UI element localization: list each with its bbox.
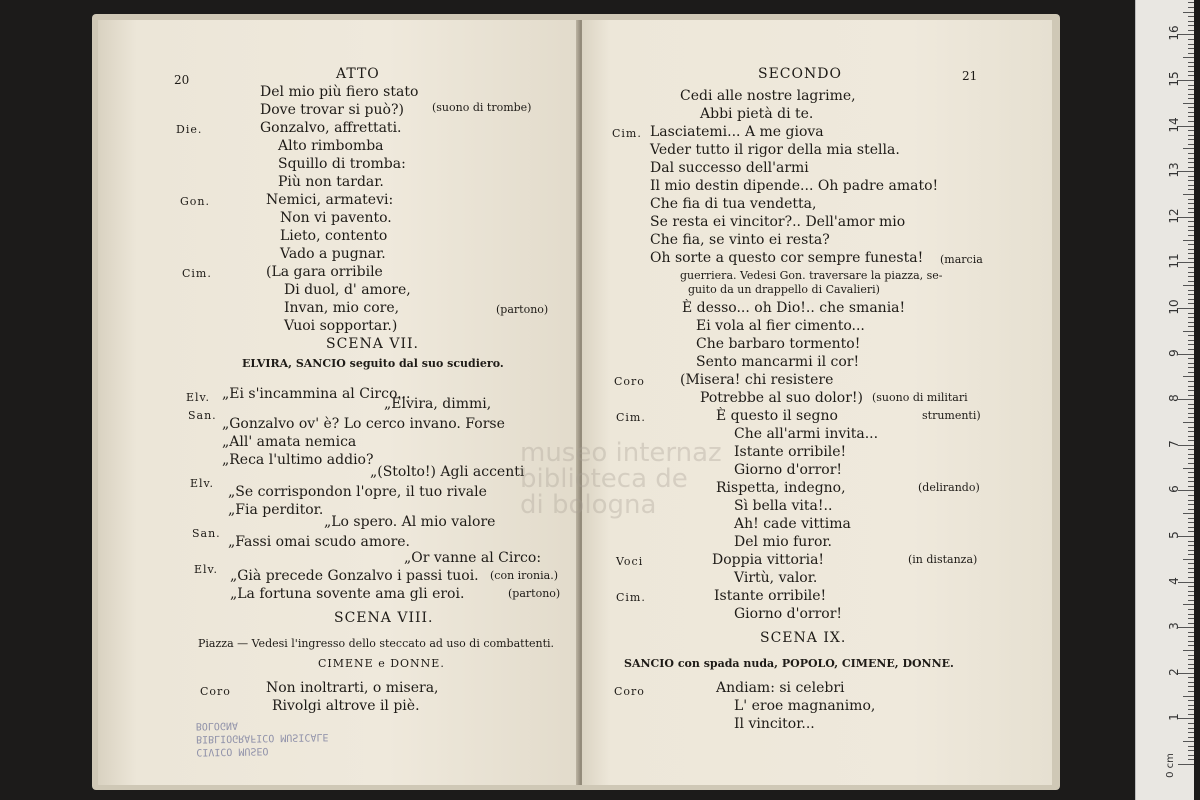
ruler-tick (1188, 504, 1194, 505)
verse-line: Non inoltrarti, o misera, (266, 680, 439, 696)
verse-line: „Fassi omai scudo amore. (228, 534, 410, 550)
verse-line: Lieto, contento (280, 228, 388, 244)
ruler-number: 1 (1167, 713, 1181, 722)
ruler-tick (1188, 682, 1194, 683)
ruler-tick (1188, 62, 1194, 63)
ruler-tick (1183, 194, 1194, 195)
ruler-tick (1188, 322, 1194, 323)
ruler-tick (1188, 226, 1194, 227)
ruler-tick (1188, 417, 1194, 418)
stamp-line: BOLOGNA (195, 719, 239, 732)
ruler-tick (1188, 705, 1194, 706)
ruler-tick (1188, 162, 1194, 163)
ruler-tick (1188, 130, 1194, 131)
ruler-number: 11 (1167, 253, 1181, 270)
ruler-number: 5 (1167, 531, 1181, 539)
ruler-tick (1188, 267, 1194, 268)
ruler-tick (1188, 395, 1194, 396)
ruler-tick (1188, 75, 1194, 76)
ruler-tick (1188, 413, 1194, 414)
verse-line: Rivolgi altrove il piè. (272, 698, 420, 714)
verse-line: Non vi pavento. (280, 210, 392, 226)
ruler-tick (1188, 107, 1194, 108)
stage-direction: (suono di trombe) (432, 101, 532, 114)
speaker: Cim. (612, 127, 642, 140)
verse-line: „Or vanne al Circo: (404, 550, 542, 566)
ruler-tick (1188, 440, 1194, 441)
ruler-tick (1183, 57, 1194, 58)
ruler-tick (1183, 604, 1194, 605)
ruler-tick (1188, 728, 1194, 729)
ruler-tick (1188, 144, 1194, 145)
ruler-tick (1188, 541, 1194, 542)
ruler-tick (1188, 759, 1194, 760)
ruler-tick (1188, 645, 1194, 646)
ruler-tick (1188, 158, 1194, 159)
verse-line: Veder tutto il rigor della mia stella. (650, 142, 900, 158)
ruler-tick (1188, 199, 1194, 200)
ruler-tick (1188, 121, 1194, 122)
verse-line: È questo il segno (716, 408, 838, 424)
ruler-tick (1188, 212, 1194, 213)
ruler-tick (1188, 167, 1194, 168)
ruler-tick (1188, 618, 1194, 619)
stage-direction: guerriera. Vedesi Gon. traversare la piazza, se- (680, 269, 943, 282)
ruler-tick (1188, 317, 1194, 318)
ruler-tick (1188, 203, 1194, 204)
ruler-tick (1188, 176, 1194, 177)
ruler-tick (1188, 249, 1194, 250)
speaker: Elv. (190, 477, 214, 490)
page-number: 20 (174, 73, 190, 87)
ruler-number: 16 (1167, 25, 1181, 42)
ruler-number: 7 (1167, 439, 1181, 448)
ruler-tick (1188, 258, 1194, 259)
ruler-tick (1188, 746, 1194, 747)
ruler-tick (1188, 189, 1194, 190)
speaker: San. (188, 409, 217, 422)
ruler-tick (1188, 655, 1194, 656)
ruler-tick (1188, 408, 1194, 409)
ruler-tick (1188, 686, 1194, 687)
watermark-line: museo internaz (520, 438, 722, 468)
ruler-tick (1183, 650, 1194, 651)
ruler-tick (1188, 449, 1194, 450)
ruler-tick (1188, 691, 1194, 692)
stage-direction: (partono) (496, 303, 549, 316)
ruler-number: 14 (1167, 116, 1181, 133)
verse-line: Cedi alle nostre lagrime, (680, 88, 856, 104)
ruler-tick (1188, 335, 1194, 336)
verse-line: Invan, mio core, (284, 300, 400, 316)
ruler-tick (1188, 600, 1194, 601)
ruler-tick (1188, 750, 1194, 751)
ruler-tick (1188, 550, 1194, 551)
verse-line: Giorno d'orror! (734, 462, 843, 478)
scene-title: SCENA VIII. (334, 610, 434, 626)
ruler-tick (1188, 112, 1194, 113)
ruler-tick (1188, 2, 1194, 3)
ruler-tick (1188, 381, 1194, 382)
verse-line: Virtù, valor. (734, 570, 818, 586)
scene-cast: CIMENE e DONNE. (318, 657, 445, 670)
ruler-tick (1188, 390, 1194, 391)
watermark-line: biblioteca de (520, 464, 688, 494)
verse-line: Dal successo dell'armi (650, 160, 809, 176)
scene-title: SCENA VII. (326, 336, 419, 352)
ruler-tick (1188, 700, 1194, 701)
verse-line: „Ei s'incammina al Circo... (222, 386, 411, 402)
ruler-tick (1188, 591, 1194, 592)
ruler-tick (1188, 221, 1194, 222)
verse-line: Ei vola al fier cimento... (696, 318, 865, 334)
ruler-tick (1188, 427, 1194, 428)
ruler-tick (1188, 180, 1194, 181)
ruler-tick (1188, 326, 1194, 327)
speaker: Elv. (186, 391, 210, 404)
ruler-number: 3 (1167, 622, 1181, 631)
ruler-tick (1188, 372, 1194, 373)
stage-direction: (in distanza) (908, 553, 978, 566)
ruler-tick (1188, 614, 1194, 615)
verse-line: (La gara orribile (266, 264, 383, 280)
verse-line: Che fia di tua vendetta, (650, 196, 817, 212)
ruler-tick (1188, 641, 1194, 642)
ruler-tick (1188, 732, 1194, 733)
stage-direction: strumenti) (922, 409, 981, 422)
ruler-tick (1188, 299, 1194, 300)
ruler-tick (1188, 281, 1194, 282)
page-number: 21 (962, 69, 978, 83)
ruler-tick (1188, 21, 1194, 22)
verse-line: Alto rimbomba (278, 138, 384, 154)
ruler-tick (1188, 714, 1194, 715)
scene-cast: SANCIO con spada nuda, POPOLO, CIMENE, DONNE. (624, 657, 954, 670)
ruler-tick (1188, 340, 1194, 341)
ruler-tick (1188, 531, 1194, 532)
ruler-tick (1188, 554, 1194, 555)
ruler-tick (1188, 349, 1194, 350)
ruler-tick (1188, 659, 1194, 660)
ruler-tick (1188, 235, 1194, 236)
ruler-number: 8 (1167, 394, 1181, 403)
ruler-tick (1188, 85, 1194, 86)
ruler-tick (1183, 513, 1194, 514)
speaker: Gon. (180, 195, 210, 208)
scene-setting: Piazza — Vedesi l'ingresso dello steccato ad uso di combattenti. (198, 637, 555, 650)
ruler-tick (1188, 25, 1194, 26)
running-head: SECONDO (758, 66, 842, 82)
ruler-number: 10 (1167, 299, 1181, 315)
verse-line: È desso... oh Dio!.. che smania! (682, 300, 906, 316)
ruler-tick (1183, 376, 1194, 377)
ruler-number: 15 (1167, 71, 1181, 87)
ruler-tick (1188, 755, 1194, 756)
ruler-tick (1188, 44, 1194, 45)
verse-line: „La fortuna sovente ama gli eroi. (230, 586, 465, 602)
speaker: San. (192, 527, 221, 540)
verse-line: L' eroe magnanimo, (734, 698, 876, 714)
ruler-tick (1183, 331, 1194, 332)
ruler-tick (1188, 595, 1194, 596)
verse-line: Del mio più fiero stato (260, 84, 419, 100)
ruler-tick (1188, 495, 1194, 496)
verse-line: Sì bella vita!.. (734, 498, 833, 514)
ruler-tick (1188, 518, 1194, 519)
ruler-tick (1183, 12, 1194, 13)
ruler-tick (1188, 367, 1194, 368)
verse-line: (Misera! chi resistere (680, 372, 834, 388)
ruler-tick (1188, 276, 1194, 277)
verse-line: Che fia, se vinto ei resta? (650, 232, 830, 248)
ruler-tick (1183, 148, 1194, 149)
ruler-unit: 0 cm (1164, 753, 1176, 778)
verse-line: Squillo di tromba: (278, 156, 406, 172)
ruler-tick (1188, 244, 1194, 245)
ruler-tick (1188, 527, 1194, 528)
ruler-tick (1188, 89, 1194, 90)
verse-line: „Gonzalvo ov' è? Lo cerco invano. Forse (222, 416, 505, 432)
ruler-tick (1188, 723, 1194, 724)
ruler-tick (1183, 240, 1194, 241)
ruler-tick (1188, 677, 1194, 678)
verse-line: Gonzalvo, affrettati. (260, 120, 402, 136)
ruler-tick (1188, 253, 1194, 254)
verse-line: Che barbaro tormento! (696, 336, 861, 352)
ruler-tick (1188, 272, 1194, 273)
verse-line: Doppia vittoria! (712, 552, 825, 568)
left-page (98, 20, 580, 785)
stamp-line: BIBLIOGRAFICO MUSICALE (195, 730, 329, 745)
ruler-tick (1183, 559, 1194, 560)
ruler-tick (1188, 98, 1194, 99)
verse-line: Ah! cade vittima (734, 516, 851, 532)
verse-line: Se resta ei vincitor?.. Dell'amor mio (650, 214, 906, 230)
speaker: Cim. (616, 591, 646, 604)
ruler-tick (1188, 363, 1194, 364)
ruler-tick (1188, 30, 1194, 31)
ruler-tick (1183, 103, 1194, 104)
running-head: ATTO (336, 66, 380, 82)
ruler-tick (1188, 463, 1194, 464)
verse-line: Di duol, d' amore, (284, 282, 411, 298)
ruler-tick (1188, 290, 1194, 291)
verse-line: „All' amata nemica (222, 434, 357, 450)
verse-line: „(Stolto!) Agli accenti (370, 464, 525, 480)
ruler-tick (1188, 358, 1194, 359)
verse-line: Istante orribile! (714, 588, 827, 604)
verse-line: „Reca l'ultimo addio? (222, 452, 374, 468)
verse-line: Potrebbe al suo dolor!) (700, 390, 863, 406)
verse-line: Rispetta, indegno, (716, 480, 846, 496)
ruler-tick (1188, 303, 1194, 304)
verse-line: Il mio destin dipende... Oh padre amato! (650, 178, 939, 194)
ruler-tick (1188, 153, 1194, 154)
ruler-tick (1188, 7, 1194, 8)
stage-direction: (marcia (940, 253, 983, 266)
verse-line: Vado a pugnar. (280, 246, 386, 262)
ruler-tick (1188, 436, 1194, 437)
ruler-tick (1188, 185, 1194, 186)
measuring-ruler (1135, 0, 1194, 800)
ruler-tick (1188, 71, 1194, 72)
ruler-tick (1188, 431, 1194, 432)
ruler-tick (1183, 696, 1194, 697)
watermark-line: di bologna (520, 490, 657, 520)
ruler-tick (1188, 509, 1194, 510)
speaker: Voci (616, 555, 644, 568)
ruler-tick (1188, 53, 1194, 54)
stage-direction: guito da un drappello di Cavalieri) (688, 283, 880, 296)
ruler-tick (1183, 741, 1194, 742)
ruler-tick (1188, 116, 1194, 117)
ruler-tick (1178, 764, 1194, 765)
ruler-tick (1188, 294, 1194, 295)
stage-direction: (partono) (508, 587, 561, 600)
verse-line: Andiam: si celebri (716, 680, 845, 696)
ruler-tick (1188, 623, 1194, 624)
speaker: Coro (614, 375, 645, 388)
verse-line: Giorno d'orror! (734, 606, 843, 622)
ruler-tick (1188, 135, 1194, 136)
verse-line: Del mio furor. (734, 534, 832, 550)
ruler-tick (1188, 664, 1194, 665)
verse-line: „Se corrispondon l'opre, il tuo rivale (228, 484, 487, 500)
ruler-number: 13 (1167, 162, 1181, 178)
ruler-tick (1188, 486, 1194, 487)
ruler-tick (1183, 422, 1194, 423)
ruler-number: 12 (1167, 208, 1181, 224)
verse-line: Che all'armi invita... (734, 426, 879, 442)
speaker: Cim. (182, 267, 212, 280)
ruler-number: 9 (1167, 348, 1181, 357)
verse-line: „Già precede Gonzalvo i passi tuoi. (230, 568, 479, 584)
ruler-tick (1188, 522, 1194, 523)
verse-line: Più non tardar. (278, 174, 384, 190)
ruler-tick (1188, 454, 1194, 455)
ruler-tick (1188, 477, 1194, 478)
ruler-tick (1188, 737, 1194, 738)
ruler-tick (1188, 545, 1194, 546)
ruler-tick (1188, 230, 1194, 231)
ruler-tick (1188, 500, 1194, 501)
stage-direction: (delirando) (918, 481, 980, 494)
ruler-tick (1188, 16, 1194, 17)
verse-line: Istante orribile! (734, 444, 847, 460)
ruler-tick (1188, 39, 1194, 40)
speaker: Cim. (616, 411, 646, 424)
ruler-tick (1188, 386, 1194, 387)
scene-cast: ELVIRA, SANCIO seguito dal suo scudiero. (242, 357, 504, 370)
verse-line: Lasciatemi... A me giova (650, 124, 824, 140)
scene-title: SCENA IX. (760, 630, 847, 646)
ruler-tick (1188, 48, 1194, 49)
stamp-line: CIVICO MUSEO (196, 745, 269, 758)
verse-line: „Lo spero. Al mio valore (324, 514, 496, 530)
ruler-tick (1188, 577, 1194, 578)
ruler-tick (1188, 458, 1194, 459)
speaker: Coro (200, 685, 231, 698)
verse-line: Oh sorte a questo cor sempre funesta! (650, 250, 924, 266)
ruler-tick (1183, 285, 1194, 286)
speaker: Coro (614, 685, 645, 698)
library-stamp (196, 717, 347, 759)
ruler-tick (1188, 66, 1194, 67)
ruler-tick (1188, 139, 1194, 140)
ruler-tick (1188, 563, 1194, 564)
verse-line: „Elvira, dimmi, (384, 396, 492, 412)
verse-line: Sento mancarmi il cor! (696, 354, 860, 370)
ruler-tick (1188, 609, 1194, 610)
ruler-tick (1188, 94, 1194, 95)
ruler-tick (1188, 404, 1194, 405)
right-page (582, 20, 1052, 785)
ruler-tick (1188, 481, 1194, 482)
ruler-number: 6 (1167, 485, 1181, 494)
ruler-tick (1188, 636, 1194, 637)
ruler-tick (1188, 313, 1194, 314)
speaker: Die. (176, 123, 203, 136)
verse-line: Vuoi sopportar.) (284, 318, 398, 334)
ruler-tick (1188, 572, 1194, 573)
ruler-number: 4 (1167, 576, 1181, 585)
verse-line: Il vincitor... (734, 716, 815, 732)
verse-line: Nemici, armatevi: (266, 192, 394, 208)
verse-line: Dove trovar si può?) (260, 102, 404, 118)
verse-line: Abbi pietà di te. (700, 106, 814, 122)
ruler-tick (1188, 586, 1194, 587)
speaker: Elv. (194, 563, 218, 576)
ruler-tick (1188, 568, 1194, 569)
verse-line: „Fia perditor. (228, 502, 324, 518)
ruler-tick (1188, 632, 1194, 633)
stage-direction: (suono di militari (872, 391, 968, 404)
ruler-tick (1188, 709, 1194, 710)
ruler-tick (1188, 344, 1194, 345)
stage-direction: (con ironia.) (490, 569, 559, 582)
ruler-number: 2 (1167, 667, 1181, 676)
ruler-tick (1188, 208, 1194, 209)
ruler-tick (1188, 668, 1194, 669)
ruler-tick (1188, 472, 1194, 473)
ruler-tick (1183, 468, 1194, 469)
